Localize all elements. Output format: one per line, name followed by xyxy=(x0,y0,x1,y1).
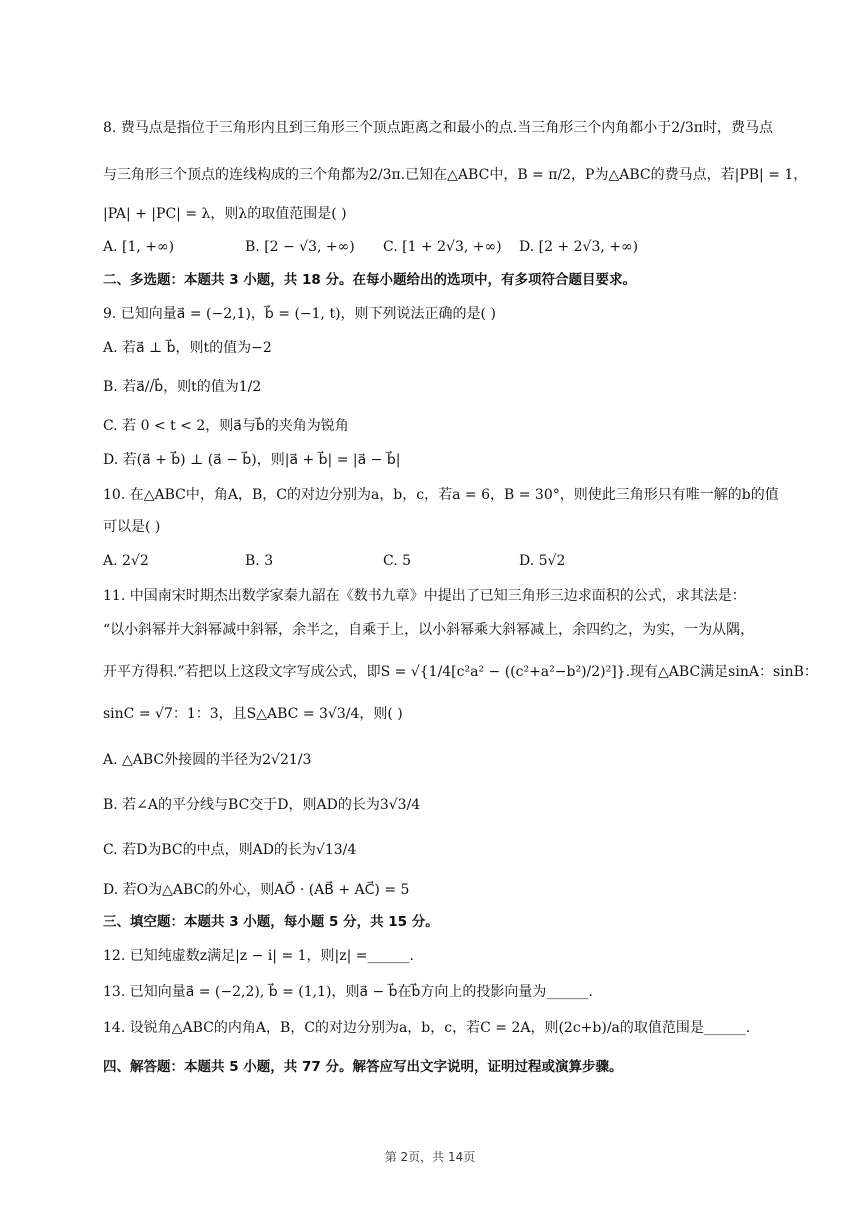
q9-stem: 9. 已知向量a⃗ = (−2,1)，b⃗ = (−1, t)，则下列说法正确的是( ) xyxy=(103,306,496,322)
q9-option-b: B. 若a⃗//b⃗，则t的值为1/2 xyxy=(103,379,262,395)
q14: 14. 设锐角△ABC的内角A，B，C的对边分别为a，b，c，若C = 2A，则(2c+b)/a的取值范围是______. xyxy=(103,1020,751,1036)
section-heading-answer: 四、解答题：本题共 5 小题，共 77 分。解答应写出文字说明，证明过程或演算步骤。 xyxy=(103,1059,623,1075)
section-heading-fill-in: 三、填空题：本题共 3 小题，每小题 5 分，共 15 分。 xyxy=(103,914,439,930)
q12: 12. 已知纯虚数z满足|z − i| = 1，则|z| =______. xyxy=(103,948,414,964)
q10-option-d: D. 5√2 xyxy=(519,553,566,569)
q11-line-3: 开平方得积.”若把以上这段文字写成公式，即S = √{1/4[c²a² − ((c²+a²−b²)/2)²]}.现有△ABC满足sinA：sinB： xyxy=(103,664,818,680)
q10-option-c: C. 5 xyxy=(383,553,412,569)
q11-line-1: 11. 中国南宋时期杰出数学家秦九韶在《数书九章》中提出了已知三角形三边求面积的公式，求其法是： xyxy=(103,588,746,604)
q10-option-b: B. 3 xyxy=(245,553,274,569)
section-heading-multiple-choice: 二、多选题：本题共 3 小题，共 18 分。在每小题给出的选项中，有多项符合题目要求。 xyxy=(103,272,636,288)
q10-option-a: A. 2√2 xyxy=(103,553,149,569)
q10-line-1: 10. 在△ABC中，角A，B，C的对边分别为a，b，c，若a = 6，B = 30°，则使此三角形只有唯一解的b的值 xyxy=(103,487,779,503)
q8-option-a: A. [1, +∞) xyxy=(103,239,175,255)
q11-option-d: D. 若O为△ABC的外心，则AO⃗ · (AB⃗ + AC⃗) = 5 xyxy=(103,882,410,898)
q11-option-b: B. 若∠A的平分线与BC交于D，则AD的长为3√3/4 xyxy=(103,797,421,813)
page-footer: 第 2页，共 14页 xyxy=(384,1150,476,1164)
q8-line-3: |PA| + |PC| = λ，则λ的取值范围是( ) xyxy=(103,206,347,222)
q8-option-d: D. [2 + 2√3, +∞) xyxy=(519,239,639,255)
q8-option-c: C. [1 + 2√3, +∞) xyxy=(383,239,502,255)
q11-line-2: “以小斜幂并大斜幂减中斜幂，余半之，自乘于上，以小斜幂乘大斜幂减上，余四约之，为实，一为从隅， xyxy=(103,622,755,638)
q9-option-d: D. 若(a⃗ + b⃗) ⊥ (a⃗ − b⃗)，则|a⃗ + b⃗| = |a⃗ − b⃗| xyxy=(103,452,401,468)
q8-option-b: B. [2 − √3, +∞) xyxy=(245,239,355,255)
q8-line-2: 与三角形三个顶点的连线构成的三个角都为2/3π.已知在△ABC中，B = π/2，P为△ABC的费马点，若|PB| = 1， xyxy=(103,167,808,183)
q9-option-a: A. 若a⃗ ⊥ b⃗，则t的值为−2 xyxy=(103,340,272,356)
q8-line-1: 8. 费马点是指位于三角形内且到三角形三个顶点距离之和最小的点.当三角形三个内角都小于2/3π时，费马点 xyxy=(103,120,773,136)
q9-option-c: C. 若 0 < t < 2，则a⃗与b⃗的夹角为锐角 xyxy=(103,418,349,434)
q11-option-a: A. △ABC外接圆的半径为2√21/3 xyxy=(103,752,312,768)
q10-line-2: 可以是( ) xyxy=(103,519,161,535)
q13: 13. 已知向量a⃗ = (−2,2), b⃗ = (1,1)，则a⃗ − b⃗在b⃗方向上的投影向量为______. xyxy=(103,984,593,1000)
q11-option-c: C. 若D为BC的中点，则AD的长为√13/4 xyxy=(103,842,357,858)
q11-line-4: sinC = √7：1：3，且S△ABC = 3√3/4，则( ) xyxy=(103,706,403,722)
